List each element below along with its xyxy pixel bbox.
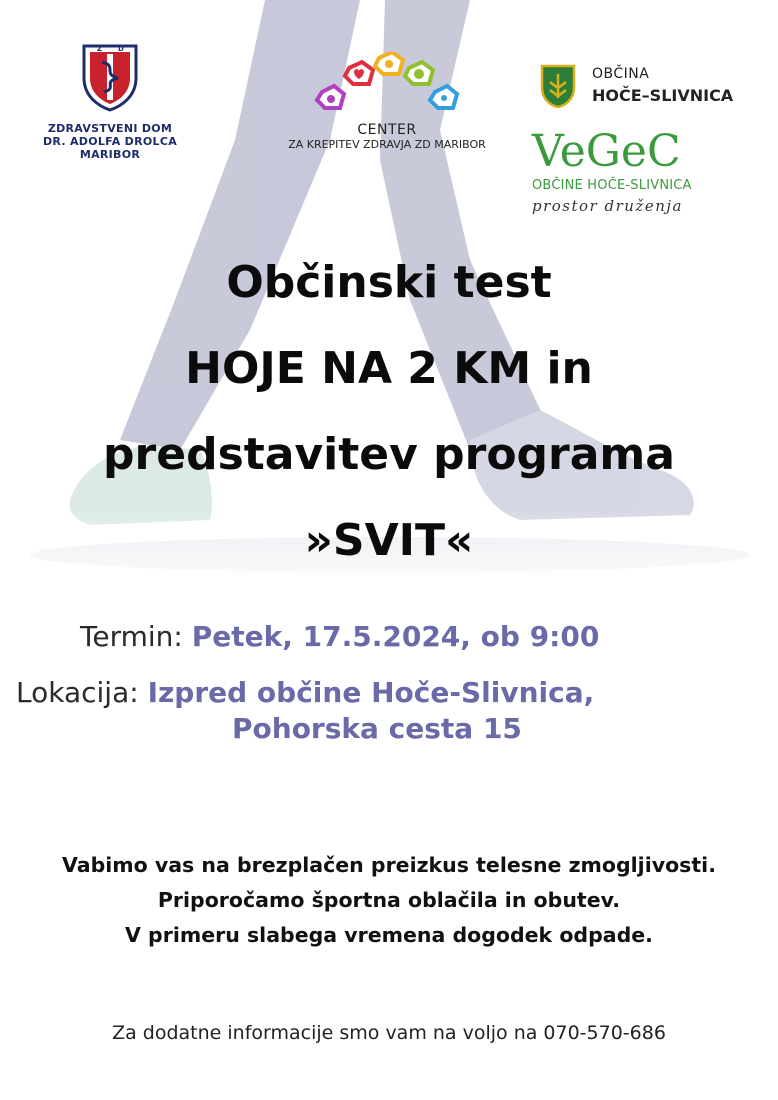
termin-value: Petek, 17.5.2024, ob 9:00 [191, 620, 600, 653]
lokacija-row [16, 676, 778, 709]
center-title: CENTER [357, 122, 417, 138]
title-line2: HOJE NA 2 KM in [185, 343, 593, 394]
svg-text:Z: Z [97, 45, 103, 53]
title-line3: predstavitev programa [103, 429, 675, 480]
termin-label: Termin: [80, 620, 183, 653]
body-line2: Priporočamo športna oblačila in obutev. [157, 888, 621, 912]
vegec-title: VeGeC [532, 126, 681, 177]
invitation-text [0, 848, 778, 953]
lokacija-value-line2: Pohorska cesta 15 [232, 712, 522, 745]
center-krepitev-logo [262, 52, 512, 151]
vegec-tagline: prostor druženja [532, 197, 683, 215]
vegec-logo [532, 128, 742, 215]
vegec-subtitle: OBČINE HOČE-SLIVNICA [532, 178, 692, 193]
center-subtitle: ZA KREPITEV ZDRAVJA ZD MARIBOR [288, 138, 486, 151]
title-line4: »SVIT« [304, 515, 474, 566]
zd-maribor-logo [40, 40, 180, 161]
lokacija-value-line1: Izpred občine Hoče-Slivnica, [147, 676, 595, 709]
center-pentagon-icons [307, 52, 467, 126]
zd-line2: DR. ADOLFA DROLCA [42, 135, 178, 148]
obcina-label: OBČINA [592, 66, 650, 82]
zd-line1: ZDRAVSTVENI DOM [47, 122, 173, 135]
title-line1: Občinski test [226, 257, 552, 308]
lokacija-row-2 [232, 712, 778, 745]
obcina-crest-icon [540, 64, 576, 108]
zd-shield-icon [80, 40, 140, 112]
body-line3: V primeru slabega vremena dogodek odpade. [125, 923, 653, 947]
contact-footer: Za dodatne informacije smo vam na voljo na 070-570-686 [112, 1022, 666, 1044]
lokacija-label: Lokacija: [16, 676, 139, 709]
body-line1: Vabimo vas na brezplačen preizkus telesne zmogljivosti. [62, 853, 716, 877]
obcina-name: HOČE–SLIVNICA [592, 86, 734, 105]
termin-row [80, 620, 778, 653]
svg-text:D: D [118, 45, 124, 53]
event-title [0, 240, 778, 584]
zd-line3: MARIBOR [79, 148, 141, 161]
obcina-logo [540, 64, 740, 114]
